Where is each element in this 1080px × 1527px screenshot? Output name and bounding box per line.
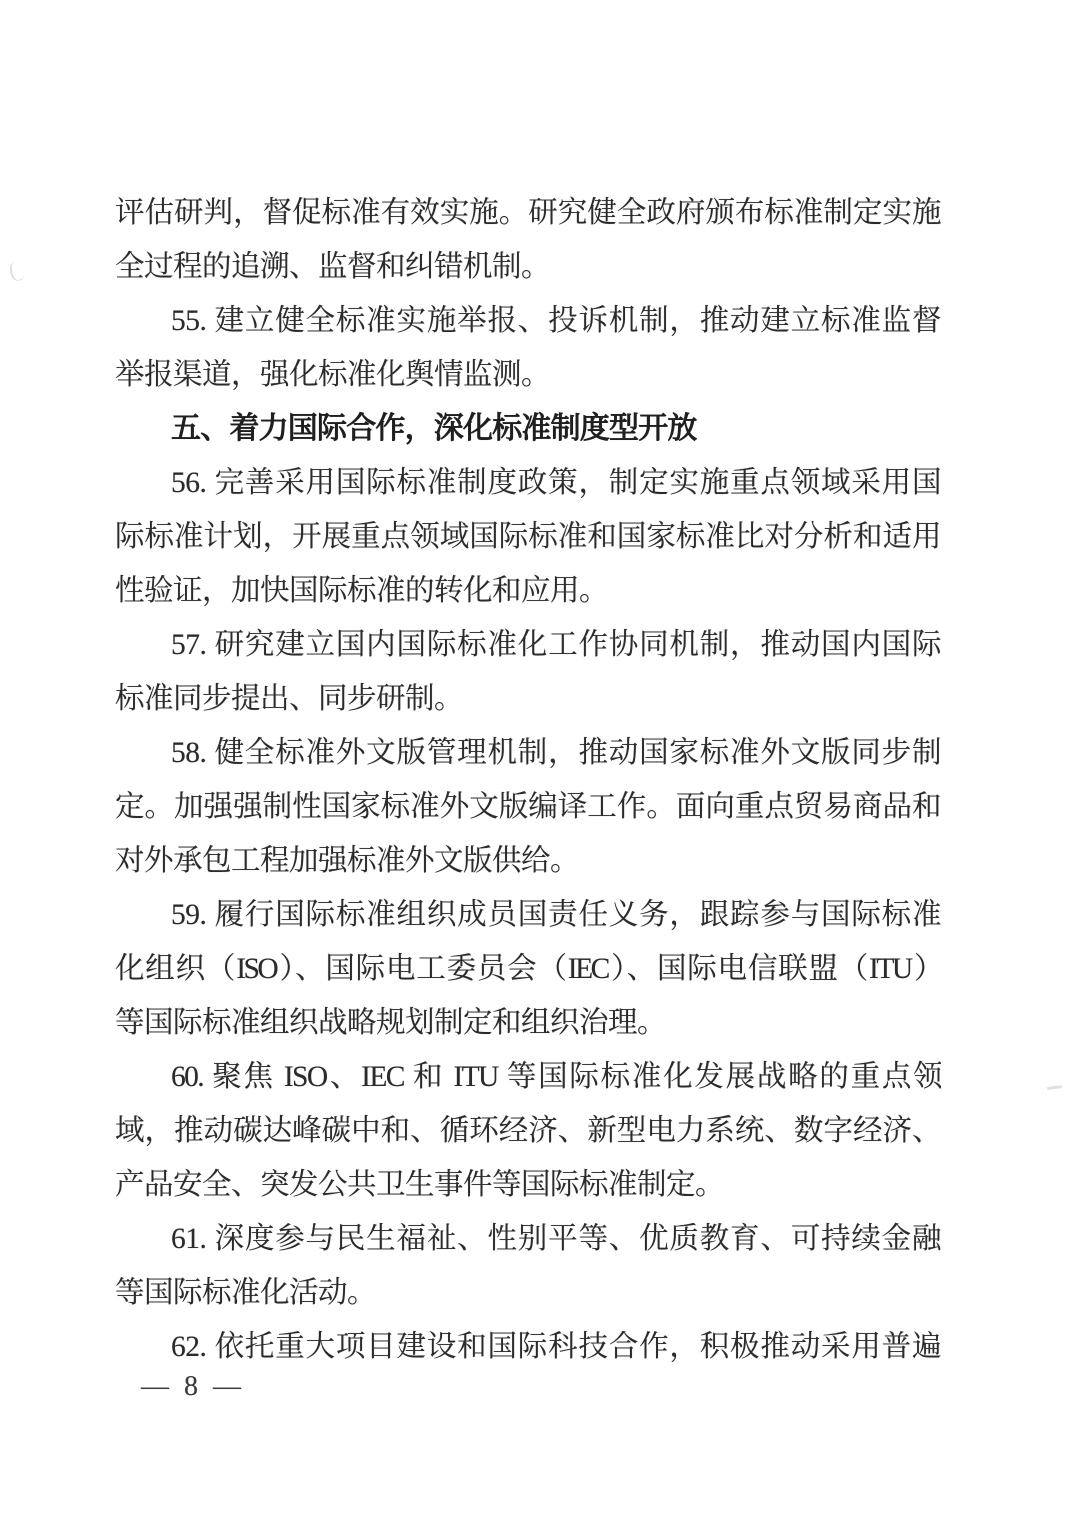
text-line: 全过程的追溯、监督和纠错机制。: [115, 251, 551, 283]
text-line: 59. 履行国际标准组织成员国责任义务，跟踪参与国际标准: [171, 899, 941, 931]
section-heading: 五、着力国际合作，深化标准制度型开放: [171, 412, 697, 445]
document-body: [115, 186, 941, 1374]
text-line: 等国际标准化活动。: [115, 1277, 377, 1309]
scan-artifact: [1047, 1085, 1062, 1090]
text-line: 62. 依托重大项目建设和国际科技合作，积极推动采用普遍: [171, 1331, 941, 1363]
text-line: 定。加强强制性国家标准外文版编译工作。面向重点贸易商品和: [115, 791, 941, 823]
text-line: 61. 深度参与民生福祉、性别平等、优质教育、可持续金融: [171, 1223, 941, 1255]
text-line: 60. 聚焦 ISO、IEC 和 ITU 等国际标准化发展战略的重点领: [171, 1061, 941, 1093]
text-line: 58. 健全标准外文版管理机制，推动国家标准外文版同步制: [171, 737, 941, 769]
text-line: 等国际标准组织战略规划制定和组织治理。: [115, 1007, 667, 1039]
text-line: 产品安全、突发公共卫生事件等国际标准制定。: [115, 1169, 725, 1201]
text-line: 57. 研究建立国内国际标准化工作协同机制，推动国内国际: [171, 629, 941, 661]
text-line: 56. 完善采用国际标准制度政策，制定实施重点领域采用国: [171, 467, 941, 499]
text-line: 55. 建立健全标准实施举报、投诉机制，推动建立标准监督: [171, 305, 941, 337]
text-line: 性验证，加快国际标准的转化和应用。: [115, 575, 609, 607]
text-line: 化组织（ISO）、国际电工委员会（IEC）、国际电信联盟（ITU）: [115, 953, 941, 985]
text-line: 评估研判，督促标准有效实施。研究健全政府颁布标准制定实施: [115, 197, 941, 229]
text-line: 标准同步提出、同步研制。: [115, 683, 464, 715]
page-number: — 8 —: [141, 1371, 245, 1402]
text-line: 举报渠道，强化标准化舆情监测。: [115, 359, 551, 391]
text-line: 际标准计划，开展重点领域国际标准和国家标准比对分析和适用: [115, 521, 941, 553]
scan-artifact: [8, 260, 25, 283]
text-line: 对外承包工程加强标准外文版供给。: [115, 845, 580, 877]
text-line: 域，推动碳达峰碳中和、循环经济、新型电力系统、数字经济、: [115, 1115, 941, 1147]
